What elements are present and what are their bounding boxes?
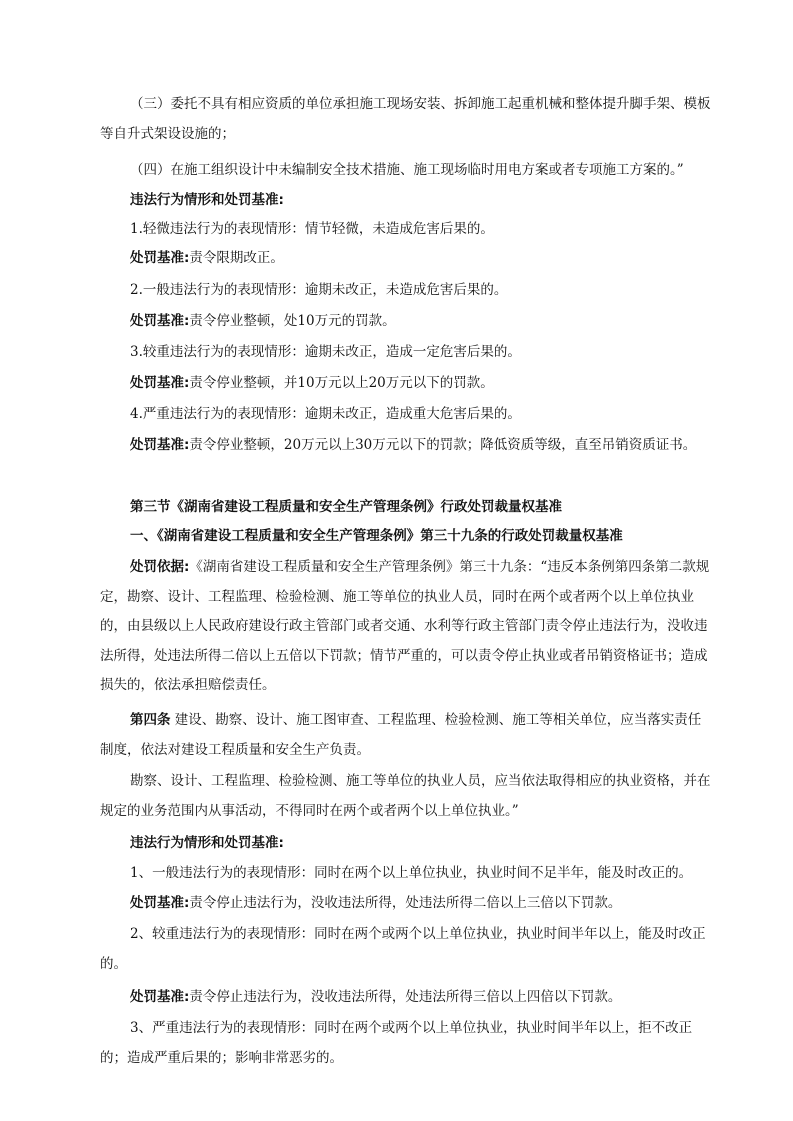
penalty2-1 xyxy=(130,889,710,918)
item-four: （四）在施工组织设计中未编制安全技术措施、施工现场临时用电方案或者专项施工方案的。” xyxy=(130,162,684,178)
basis-label: 处罚依据: xyxy=(130,559,190,575)
rule2-1: 1、一般违法行为的表现情形：同时在两个以上单位执业，执业时间不足半年，能及时改正的。 xyxy=(130,865,693,881)
rule-3: 3.较重违法行为的表现情形：逾期未改正，造成一定危害后果的。 xyxy=(130,344,521,360)
rule2-3: 3、严重违法行为的表现情形：同时在两个或两个以上单位执业，执业时间半年以上，拒不改正的；造成严重后果的；影响非常恶劣的。 xyxy=(100,1020,693,1066)
penalty2-2 xyxy=(130,983,710,1012)
item-three: （三）委托不具有相应资质的单位承担施工现场安装、拆卸施工起重机械和整体提升脚手架、模板等自升式架设设施的； xyxy=(100,96,711,142)
penalty-1 xyxy=(130,244,710,273)
penalty-label: 处罚基准: xyxy=(130,375,190,391)
penalty-label: 处罚基准: xyxy=(130,989,190,1005)
penalty-3 xyxy=(130,369,710,398)
penalty-label: 处罚基准: xyxy=(130,313,190,329)
penalty-label: 处罚基准: xyxy=(130,437,190,453)
rule-4: 4.严重违法行为的表现情形：逾期未改正，造成重大危害后果的。 xyxy=(130,406,521,422)
penalty-text: 责令停业整顿，处10万元的罚款。 xyxy=(189,313,396,329)
section-heading-2: 违法行为情形和处罚基准: xyxy=(130,835,284,851)
penalty-label: 处罚基准: xyxy=(130,250,190,266)
subsection-title: 一、《湖南省建设工程质量和安全生产管理条例》第三十九条的行政处罚裁量权基准 xyxy=(130,528,623,544)
rule2-2: 2、较重违法行为的表现情形：同时在两个或两个以上单位执业，执业时间半年以上，能及时改正的。 xyxy=(100,926,706,972)
section-heading: 违法行为情形和处罚基准: xyxy=(130,192,284,208)
basis-paragraph xyxy=(100,553,712,701)
penalty-text: 责令停业整顿，20万元以上30万元以下的罚款；降低资质等级，直至吊销资质证书。 xyxy=(189,437,697,453)
penalty-label: 处罚基准: xyxy=(130,895,190,911)
article-4-paragraph-2: 勘察、设计、工程监理、检验检测、施工等单位的执业人员，应当依法取得相应的执业资格，并在规定的业务范围内从事活动，不得同时在两个或者两个以上单位执业。” xyxy=(100,773,711,819)
penalty-text: 责令停止违法行为，没收违法所得，处违法所得三倍以上四倍以下罚款。 xyxy=(189,989,622,1005)
article-4-text: 建设、勘察、设计、施工图审查、工程监理、检验检测、施工等相关单位，应当落实责任制度，依法对建设工程质量和安全生产负责。 xyxy=(100,712,702,758)
section-title: 第三节《湖南省建设工程质量和安全生产管理条例》行政处罚裁量权基准 xyxy=(130,499,562,515)
penalty-text: 责令停业整顿，并10万元以上20万元以下的罚款。 xyxy=(189,375,494,391)
penalty-text: 责令限期改正。 xyxy=(189,250,284,266)
penalty-text: 责令停止违法行为，没收违法所得，处违法所得二倍以上三倍以下罚款。 xyxy=(189,895,622,911)
rule-2: 2.一般违法行为的表现情形：逾期未改正，未造成危害后果的。 xyxy=(130,282,508,298)
penalty-4 xyxy=(130,431,710,460)
article-4-paragraph xyxy=(100,706,712,765)
rule-1: 1.轻微违法行为的表现情形：情节轻微，未造成危害后果的。 xyxy=(130,221,494,237)
penalty-2 xyxy=(130,307,710,336)
basis-text: 《湖南省建设工程质量和安全生产管理条例》第三十九条：“违反本条例第四条第二款规定，勘察、设计、工程监理、检验检测、施工等单位的执业人员，同时在两个或者两个以上单位执业的，由县级以上人民政府建设行政主管部门或者交通、水利等行政主管部门责令停止违法行为，没收违法所得，处违法所得二倍以上五倍以下罚款；情节严重的，可以责令停止执业或者吊销资格证书；造成损失的，依法承担赔偿责任。 xyxy=(100,559,710,693)
article-4-label: 第四条 xyxy=(130,712,171,728)
